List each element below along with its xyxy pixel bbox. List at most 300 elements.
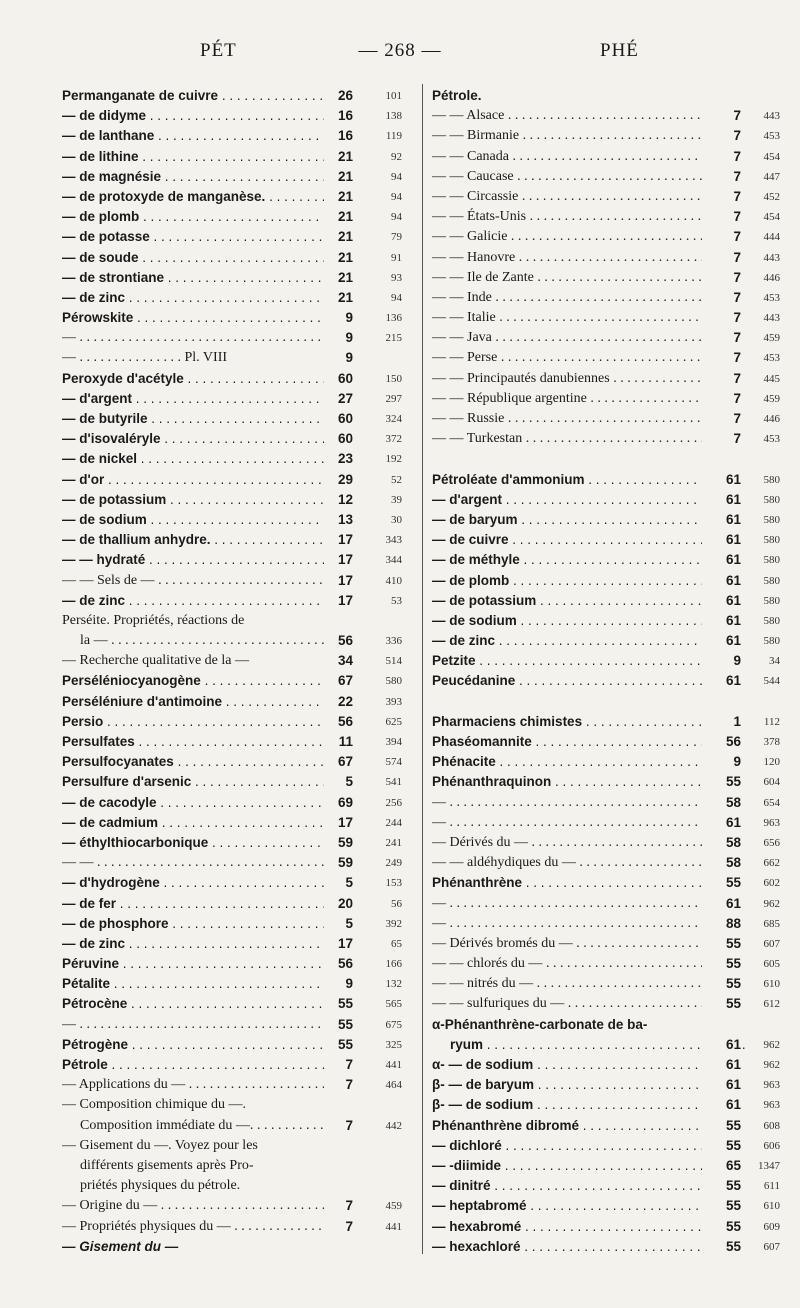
entry-page: 30 — [391, 513, 402, 526]
entry-label: Peucédanine . . . — [432, 671, 732, 691]
entry-volume: 61 — [702, 1075, 741, 1095]
index-entry — [62, 631, 408, 651]
entry-label: — de thallium anhydre. . . . — [62, 530, 324, 550]
entry-label: Persulfure d'arsenic . . . — [62, 772, 324, 792]
index-entry — [432, 1217, 780, 1237]
entry-label: β- — de sodium . . . — [432, 1095, 732, 1115]
index-entry — [432, 470, 780, 490]
entry-volume: 20 — [324, 894, 353, 914]
entry-page: 580 — [763, 513, 780, 526]
entry-page: 297 — [385, 392, 402, 405]
index-entry — [432, 1237, 780, 1257]
entry-label: — — aldéhydiques du — . . . — [432, 853, 732, 873]
entry-label: Composition immédiate du —. . . . — [62, 1116, 342, 1136]
index-entry — [432, 873, 780, 893]
entry-label: Phénanthraquinon . . . — [432, 772, 732, 792]
entry-page: 580 — [763, 635, 780, 648]
entry-volume: 5 — [324, 772, 353, 792]
entry-label: — hexabromé . . . — [432, 1217, 732, 1237]
entry-volume: 7 — [702, 248, 741, 268]
entry-volume: 21 — [324, 147, 353, 167]
entry-label: — de fer . . . — [62, 894, 324, 914]
entry-volume: 5 — [324, 873, 353, 893]
entry-label: Phaséomannite . . . — [432, 732, 732, 752]
index-entry — [62, 712, 408, 732]
entry-label: — — Galicie . . . — [432, 227, 732, 247]
entry-label: — d'isovaléryle . . . — [62, 429, 324, 449]
index-entry — [62, 873, 408, 893]
right-column — [432, 86, 780, 1257]
index-entry — [432, 409, 780, 429]
entry-volume: 17 — [324, 591, 353, 611]
entry-page: 453 — [763, 433, 780, 446]
entry-volume: 7 — [702, 106, 741, 126]
entry-page: 607 — [763, 1240, 780, 1253]
entry-volume: 61 — [702, 631, 741, 651]
entry-page: 625 — [385, 715, 402, 728]
index-entry — [62, 268, 408, 288]
index-entry — [62, 1055, 408, 1075]
index-entry — [432, 631, 780, 651]
entry-volume: 7 — [702, 207, 741, 227]
entry-label: — de didyme . . . — [62, 106, 324, 126]
index-entry — [62, 1116, 408, 1136]
index-entry — [62, 1217, 408, 1237]
entry-volume: 7 — [702, 147, 741, 167]
entry-volume: 55 — [324, 1015, 353, 1035]
entry-volume: 61 — [702, 1055, 741, 1075]
entry-label: — — République argentine . . . — [432, 389, 732, 409]
entry-page: 544 — [763, 675, 780, 688]
entry-volume: 21 — [324, 187, 353, 207]
entry-volume: 58 — [702, 833, 741, 853]
entry-page: 344 — [385, 554, 402, 567]
index-entry — [432, 449, 776, 469]
index-entry — [62, 147, 408, 167]
index-entry — [432, 167, 780, 187]
entry-page: 150 — [385, 372, 402, 385]
entry-volume: 7 — [324, 1055, 353, 1075]
index-entry — [432, 974, 780, 994]
entry-volume: 9 — [702, 651, 741, 671]
entry-page: 34 — [769, 655, 780, 668]
entry-label: — dinitré . . . — [432, 1176, 732, 1196]
index-entry — [62, 348, 408, 368]
index-entry — [432, 712, 780, 732]
entry-page: 459 — [763, 392, 780, 405]
header-left: PÉT — [200, 40, 237, 61]
entry-label: Pétrocène . . . — [62, 994, 324, 1014]
index-entry — [432, 611, 780, 631]
entry-volume: 67 — [324, 671, 353, 691]
index-entry — [62, 187, 408, 207]
entry-label: — heptabromé . . . — [432, 1196, 732, 1216]
entry-volume: 7 — [702, 328, 741, 348]
entry-volume: 65 — [702, 1156, 741, 1176]
index-entry — [62, 86, 408, 106]
entry-page: 138 — [385, 110, 402, 123]
entry-page: 65 — [391, 937, 402, 950]
entry-label: — de cacodyle . . . — [62, 793, 324, 813]
entry-page: 514 — [385, 655, 402, 668]
entry-label: — — Inde . . . — [432, 288, 732, 308]
entry-volume: 55 — [702, 1196, 741, 1216]
entry-page: 604 — [763, 776, 780, 789]
index-entry — [432, 106, 780, 126]
entry-label: — — Perse . . . — [432, 348, 732, 368]
index-entry — [62, 1156, 408, 1176]
entry-label: — — Alsace . . . — [432, 106, 732, 126]
index-entry — [432, 187, 780, 207]
index-entry — [62, 1136, 408, 1156]
entry-volume: 7 — [702, 288, 741, 308]
entry-volume: 21 — [324, 207, 353, 227]
index-entry — [62, 429, 408, 449]
page-number: — 268 — — [358, 40, 442, 61]
index-entry — [62, 752, 408, 772]
entry-label: — de méthyle . . . — [432, 550, 732, 570]
entry-page: 244 — [385, 816, 402, 829]
column-divider — [422, 84, 423, 1254]
index-entry — [62, 732, 408, 752]
entry-page: 580 — [763, 614, 780, 627]
entry-volume: 7 — [324, 1075, 353, 1095]
index-entry — [62, 308, 408, 328]
index-entry — [62, 1095, 408, 1115]
index-entry — [432, 813, 780, 833]
entry-label: Persulfocyanates . . . — [62, 752, 324, 772]
index-entry — [62, 772, 408, 792]
entry-label: Pétroléate d'ammonium . . . — [432, 470, 732, 490]
index-entry — [62, 793, 408, 813]
entry-label: Permanganate de cuivre . . . — [62, 86, 324, 106]
entry-volume: 61 — [702, 470, 741, 490]
index-entry — [62, 692, 408, 712]
entry-label: — Origine du — . . . — [62, 1196, 324, 1216]
entry-label: — -diimide . . . — [432, 1156, 732, 1176]
index-entry — [62, 934, 408, 954]
entry-volume: 60 — [324, 429, 353, 449]
entry-volume: 12 — [324, 490, 353, 510]
entry-page: 609 — [763, 1220, 780, 1233]
entry-label: — Recherche qualitative de la — — [62, 653, 249, 669]
entry-page: 444 — [763, 231, 780, 244]
entry-page: 441 — [385, 1059, 402, 1071]
index-entry — [62, 974, 408, 994]
entry-volume: 7 — [702, 167, 741, 187]
index-entry — [432, 1176, 780, 1196]
entry-volume: 61 — [702, 490, 741, 510]
entry-label: α- — de sodium . . . — [432, 1055, 732, 1075]
header-right: PHÉ — [600, 40, 639, 61]
entry-volume: 21 — [324, 167, 353, 187]
entry-label: — de zinc . . . — [62, 288, 324, 308]
entry-label: Pérowskite . . . — [62, 308, 324, 328]
entry-label: — de potassium . . . — [432, 591, 732, 611]
entry-volume: 59 — [324, 853, 353, 873]
entry-page: 94 — [391, 190, 402, 203]
entry-page: 605 — [763, 958, 780, 971]
entry-page: 580 — [763, 574, 780, 587]
entry-page: 662 — [763, 857, 780, 870]
entry-volume: 7 — [702, 409, 741, 429]
entry-label: — de sodium . . . — [62, 510, 324, 530]
index-entry — [432, 308, 780, 328]
entry-page: 324 — [385, 413, 402, 425]
index-entry — [432, 732, 780, 752]
entry-page: 79 — [391, 231, 402, 244]
entry-label: Pétrole . . . — [62, 1055, 324, 1075]
entry-volume: 61 — [702, 1095, 741, 1115]
index-entry — [432, 772, 780, 792]
index-entry — [62, 833, 408, 853]
entry-page: 608 — [763, 1119, 780, 1132]
entry-volume: 29 — [324, 470, 353, 490]
entry-volume: 1 — [702, 712, 741, 732]
index-entry — [432, 1075, 780, 1095]
index-entry — [432, 490, 780, 510]
entry-volume: 34 — [324, 651, 353, 671]
entry-volume: 9 — [324, 348, 353, 368]
index-entry — [432, 914, 780, 934]
entry-volume: 61 — [702, 1035, 741, 1055]
entry-volume: 11 — [324, 732, 353, 752]
entry-volume: 21 — [324, 288, 353, 308]
entry-page: 241 — [385, 836, 402, 849]
entry-page: 192 — [385, 453, 402, 466]
index-entry — [62, 853, 408, 873]
index-entry — [432, 571, 780, 591]
entry-volume: 7 — [702, 429, 741, 449]
index-entry — [62, 571, 408, 591]
entry-label: — de cuivre . . . — [432, 530, 732, 550]
entry-volume: 17 — [324, 934, 353, 954]
entry-page: 249 — [385, 857, 402, 870]
index-entry — [62, 671, 408, 691]
index-entry — [432, 328, 780, 348]
entry-volume: 56 — [324, 631, 353, 651]
entry-label: — d'argent . . . — [62, 389, 324, 409]
entry-page: 53 — [391, 594, 402, 607]
index-entry — [62, 1015, 408, 1035]
index-entry — [62, 550, 408, 570]
entry-volume: 9 — [324, 308, 353, 328]
index-entry — [432, 389, 780, 409]
entry-page: 962 — [763, 897, 780, 910]
entry-label: — d'argent . . . — [432, 490, 732, 510]
entry-label: — dichloré . . . — [432, 1136, 732, 1156]
entry-label: — Gisement du —. Voyez pour les — [62, 1137, 258, 1153]
entry-label: Péruvine . . . — [62, 954, 324, 974]
index-entry — [62, 1176, 408, 1196]
entry-volume: 55 — [702, 873, 741, 893]
entry-label: — de nickel . . . — [62, 449, 324, 469]
entry-label: — de sodium . . . — [432, 611, 732, 631]
entry-volume: 60 — [324, 409, 353, 429]
entry-volume: 17 — [324, 530, 353, 550]
entry-label: — — Italie . . . — [432, 308, 732, 328]
entry-label: la — . . . — [62, 631, 342, 651]
index-entry — [432, 1055, 780, 1075]
entry-page: 325 — [385, 1038, 402, 1051]
entry-label: — de cadmium . . . — [62, 813, 324, 833]
entry-volume: 61 — [702, 894, 741, 914]
entry-volume: 69 — [324, 793, 353, 813]
entry-volume: 21 — [324, 227, 353, 247]
entry-label: — de lanthane . . . — [62, 126, 324, 146]
entry-volume: 58 — [702, 853, 741, 873]
entry-volume: 21 — [324, 248, 353, 268]
entry-volume: 55 — [702, 1176, 741, 1196]
entry-label: — de plomb . . . — [432, 571, 732, 591]
entry-label: — — Sels de — . . . — [62, 571, 324, 591]
entry-label: — éthylthiocarbonique . . . — [62, 833, 324, 853]
entry-label: Pétrogène . . . — [62, 1035, 324, 1055]
index-entry — [62, 207, 408, 227]
index-entry — [62, 449, 408, 469]
entry-page: 610 — [763, 1200, 780, 1213]
entry-volume: 7 — [324, 1196, 353, 1216]
entry-volume: 7 — [702, 308, 741, 328]
entry-volume: 5 — [324, 914, 353, 934]
entry-page: 580 — [385, 675, 402, 688]
entry-volume: 61 — [702, 510, 741, 530]
entry-page: 443 — [763, 251, 780, 264]
entry-volume: 21 — [324, 268, 353, 288]
entry-label: — — chlorés du — . . . — [432, 954, 732, 974]
page-header — [0, 40, 800, 70]
entry-label: — . . . — [62, 328, 324, 348]
entry-page: 441 — [385, 1220, 402, 1233]
entry-label: — — Ile de Zante . . . — [432, 268, 732, 288]
entry-page: 565 — [385, 998, 402, 1011]
entry-page: 443 — [763, 110, 780, 123]
entry-label: Petzite . . . — [432, 651, 732, 671]
entry-page: 394 — [385, 736, 402, 748]
entry-volume: 16 — [324, 106, 353, 126]
index-entry — [62, 1196, 408, 1216]
entry-volume: 61 — [702, 571, 741, 591]
entry-page: 136 — [385, 312, 402, 325]
entry-page: 120 — [763, 756, 780, 769]
entry-volume: 61 — [702, 591, 741, 611]
entry-page: 93 — [391, 271, 402, 284]
index-entry — [62, 227, 408, 247]
entry-page: 574 — [385, 756, 402, 769]
index-entry — [62, 167, 408, 187]
entry-label: différents gisements après Pro- — [80, 1157, 254, 1173]
entry-label: — — . . . — [62, 853, 324, 873]
index-entry — [62, 248, 408, 268]
entry-volume: 13 — [324, 510, 353, 530]
index-entry — [62, 389, 408, 409]
index-entry — [432, 1196, 780, 1216]
entry-page: 606 — [763, 1139, 780, 1152]
entry-label: ryum . . . — [432, 1035, 750, 1055]
entry-volume: 61 — [702, 611, 741, 631]
entry-label: Perséléniure d'antimoine . . . — [62, 692, 324, 712]
entry-volume: 17 — [324, 813, 353, 833]
entry-page: 963 — [763, 1079, 780, 1092]
entry-page: 675 — [385, 1018, 402, 1031]
index-entry — [432, 591, 780, 611]
entry-label: — hexachloré . . . — [432, 1237, 732, 1257]
index-entry — [62, 510, 408, 530]
entry-label: — de protoxyde de manganèse. . . . — [62, 187, 324, 207]
entry-volume: 7 — [702, 227, 741, 247]
left-column — [62, 86, 408, 1257]
entry-page: 541 — [385, 776, 402, 789]
entry-label: — . . . — [62, 1015, 324, 1035]
entry-label: — — Russie . . . — [432, 409, 732, 429]
index-entry — [432, 248, 780, 268]
entry-label: — — Canada . . . — [432, 147, 732, 167]
index-entry — [432, 671, 780, 691]
entry-label: — — Circassie . . . — [432, 187, 732, 207]
entry-page: 446 — [763, 413, 780, 425]
entry-volume: 7 — [702, 389, 741, 409]
entry-page: 963 — [763, 816, 780, 829]
entry-label: Persio . . . — [62, 712, 324, 732]
entry-page: 94 — [391, 291, 402, 304]
entry-label: — — Hanovre . . . — [432, 248, 732, 268]
index-entry — [62, 954, 408, 974]
entry-label: — Applications du — . . . — [62, 1075, 324, 1095]
index-entry — [432, 793, 780, 813]
index-entry — [62, 611, 408, 631]
entry-page: 611 — [763, 1180, 780, 1193]
entry-page: 610 — [763, 978, 780, 991]
entry-volume: 7 — [702, 126, 741, 146]
entry-volume: 55 — [702, 954, 741, 974]
index-entry — [432, 348, 780, 368]
entry-page: 654 — [763, 796, 780, 809]
index-entry — [432, 227, 780, 247]
index-entry — [62, 530, 408, 550]
entry-label: — de potasse . . . — [62, 227, 324, 247]
index-entry — [62, 1035, 408, 1055]
entry-label: — . . . — [432, 914, 732, 934]
index-entry — [62, 328, 408, 348]
index-entry — [432, 1156, 780, 1176]
entry-volume: 16 — [324, 126, 353, 146]
entry-page: 336 — [385, 635, 402, 648]
entry-volume: 61 — [702, 550, 741, 570]
entry-volume: 67 — [324, 752, 353, 772]
entry-label: — — Principautés danubiennes . . . — [432, 369, 732, 389]
entry-page: 92 — [391, 150, 402, 163]
entry-page: 94 — [391, 170, 402, 183]
entry-label: — de butyrile . . . — [62, 409, 324, 429]
entry-page: 656 — [763, 836, 780, 849]
entry-label: — . . . . . . . . . . . . . . . Pl. VIII — [62, 350, 228, 366]
entry-volume: 88 — [702, 914, 741, 934]
index-entry — [62, 1075, 408, 1095]
entry-page: 91 — [391, 251, 402, 264]
entry-page: 580 — [763, 594, 780, 607]
index-entry — [432, 530, 780, 550]
index-entry — [62, 288, 408, 308]
entry-label: — Propriétés physiques du — . . . — [62, 1217, 324, 1237]
index-entry — [432, 934, 780, 954]
entry-volume: 7 — [702, 268, 741, 288]
entry-label: α-Phénanthrène-carbonate de ba- — [432, 1016, 648, 1032]
index-entry — [432, 651, 780, 671]
entry-label: Pharmaciens chimistes . . . — [432, 712, 732, 732]
entry-page: 459 — [385, 1200, 402, 1213]
index-entry — [432, 147, 780, 167]
entry-label: Phénacite . . . — [432, 752, 732, 772]
